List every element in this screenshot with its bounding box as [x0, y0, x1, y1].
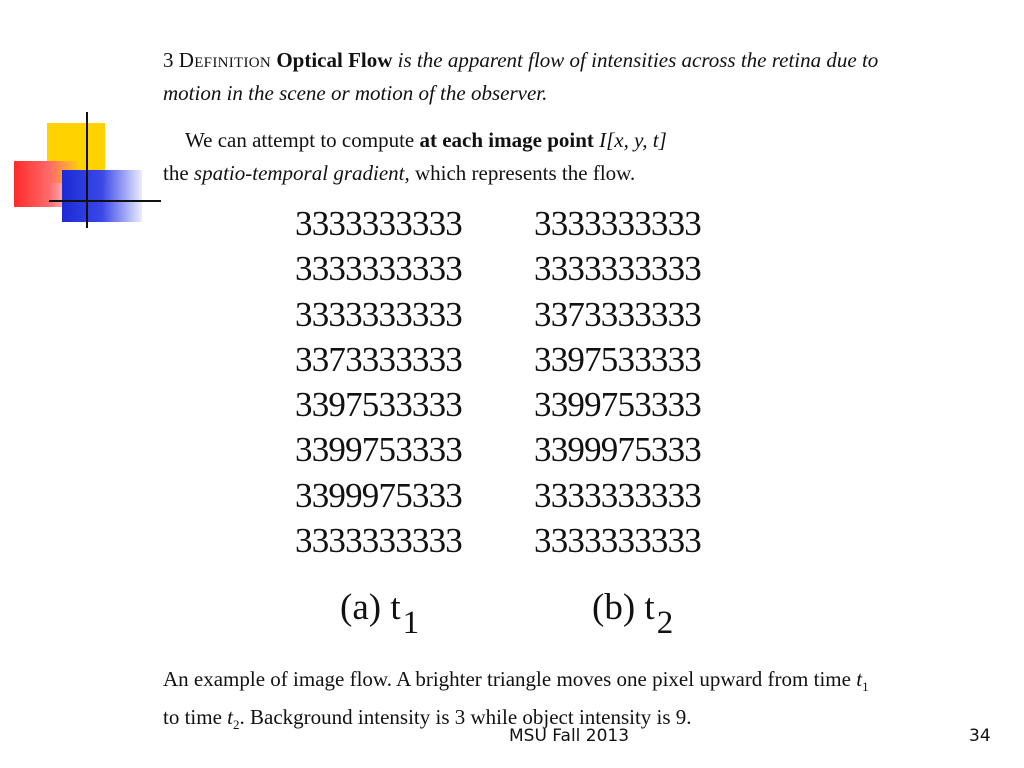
definition-term: Optical Flow — [276, 48, 393, 72]
para-italic: spatio-temporal gradient — [193, 161, 405, 185]
grid-a-row: 3333333333 — [295, 294, 463, 334]
grid-b-row: 3333333333 — [534, 521, 702, 561]
footnote-t1: $t_1$ — [856, 667, 869, 695]
grid-a-row: 3333333333 — [295, 204, 463, 243]
grid-a-row: 3399753333 — [295, 430, 463, 470]
grid-b-row: 3333333333 — [534, 475, 702, 515]
para-text-2: the — [163, 161, 194, 185]
grid-b-row: 3333333333 — [534, 249, 702, 289]
definition-word: Definition — [178, 48, 272, 72]
grid-a-row: 3373333333 — [295, 339, 463, 379]
caption-a-sub: 1 — [402, 605, 420, 641]
intensity-grid-b — [534, 201, 701, 563]
intro-paragraph — [163, 124, 883, 190]
definition-body: is the apparent flow of intensities across the retina due to motion in the scene or motion of the observer. — [163, 48, 879, 105]
vertical-line — [86, 112, 88, 228]
caption-a — [340, 586, 420, 641]
footnote-text-2: to time — [163, 705, 228, 730]
horizontal-line — [49, 200, 161, 202]
footer-text: MSU Fall 2013 — [509, 726, 630, 746]
definition-block — [163, 44, 883, 110]
grid-b-row: 3399753333 — [534, 385, 702, 425]
corner-ornament — [0, 0, 170, 240]
page-number: 34 — [969, 726, 991, 746]
grid-b-row: 3399975333 — [534, 430, 702, 470]
caption-a-label: (a) t — [340, 587, 401, 628]
para-math: I[x, y, t] — [593, 128, 667, 152]
grid-b-row: 3397533333 — [534, 339, 702, 379]
grid-a-row: 3333333333 — [295, 521, 463, 561]
grid-a-row: 3397533333 — [295, 385, 463, 425]
para-bold: at each image point — [419, 128, 594, 152]
caption-b-sub: 2 — [656, 605, 674, 641]
definition-number: 3 — [163, 48, 174, 72]
caption-b-label: (b) t — [592, 587, 655, 628]
footnote-t2: $t_2$ — [227, 705, 240, 733]
para-text-3: , which represents the flow. — [404, 161, 636, 185]
para-text-1: We can attempt to compute — [185, 128, 420, 152]
grid-a-row: 3399975333 — [295, 475, 463, 515]
grid-b-row: 3373333333 — [534, 294, 702, 334]
footnote-text-3: . Background intensity is 3 while object intensity is 9. — [239, 705, 692, 730]
caption-b — [592, 586, 674, 641]
footnote-text-1: An example of image flow. A brighter triangle moves one pixel upward from time — [163, 667, 857, 691]
intensity-grid-a — [295, 201, 462, 563]
blue-square — [62, 170, 142, 222]
grid-b-row: 3333333333 — [534, 204, 702, 243]
grid-a-row: 3333333333 — [295, 249, 463, 289]
